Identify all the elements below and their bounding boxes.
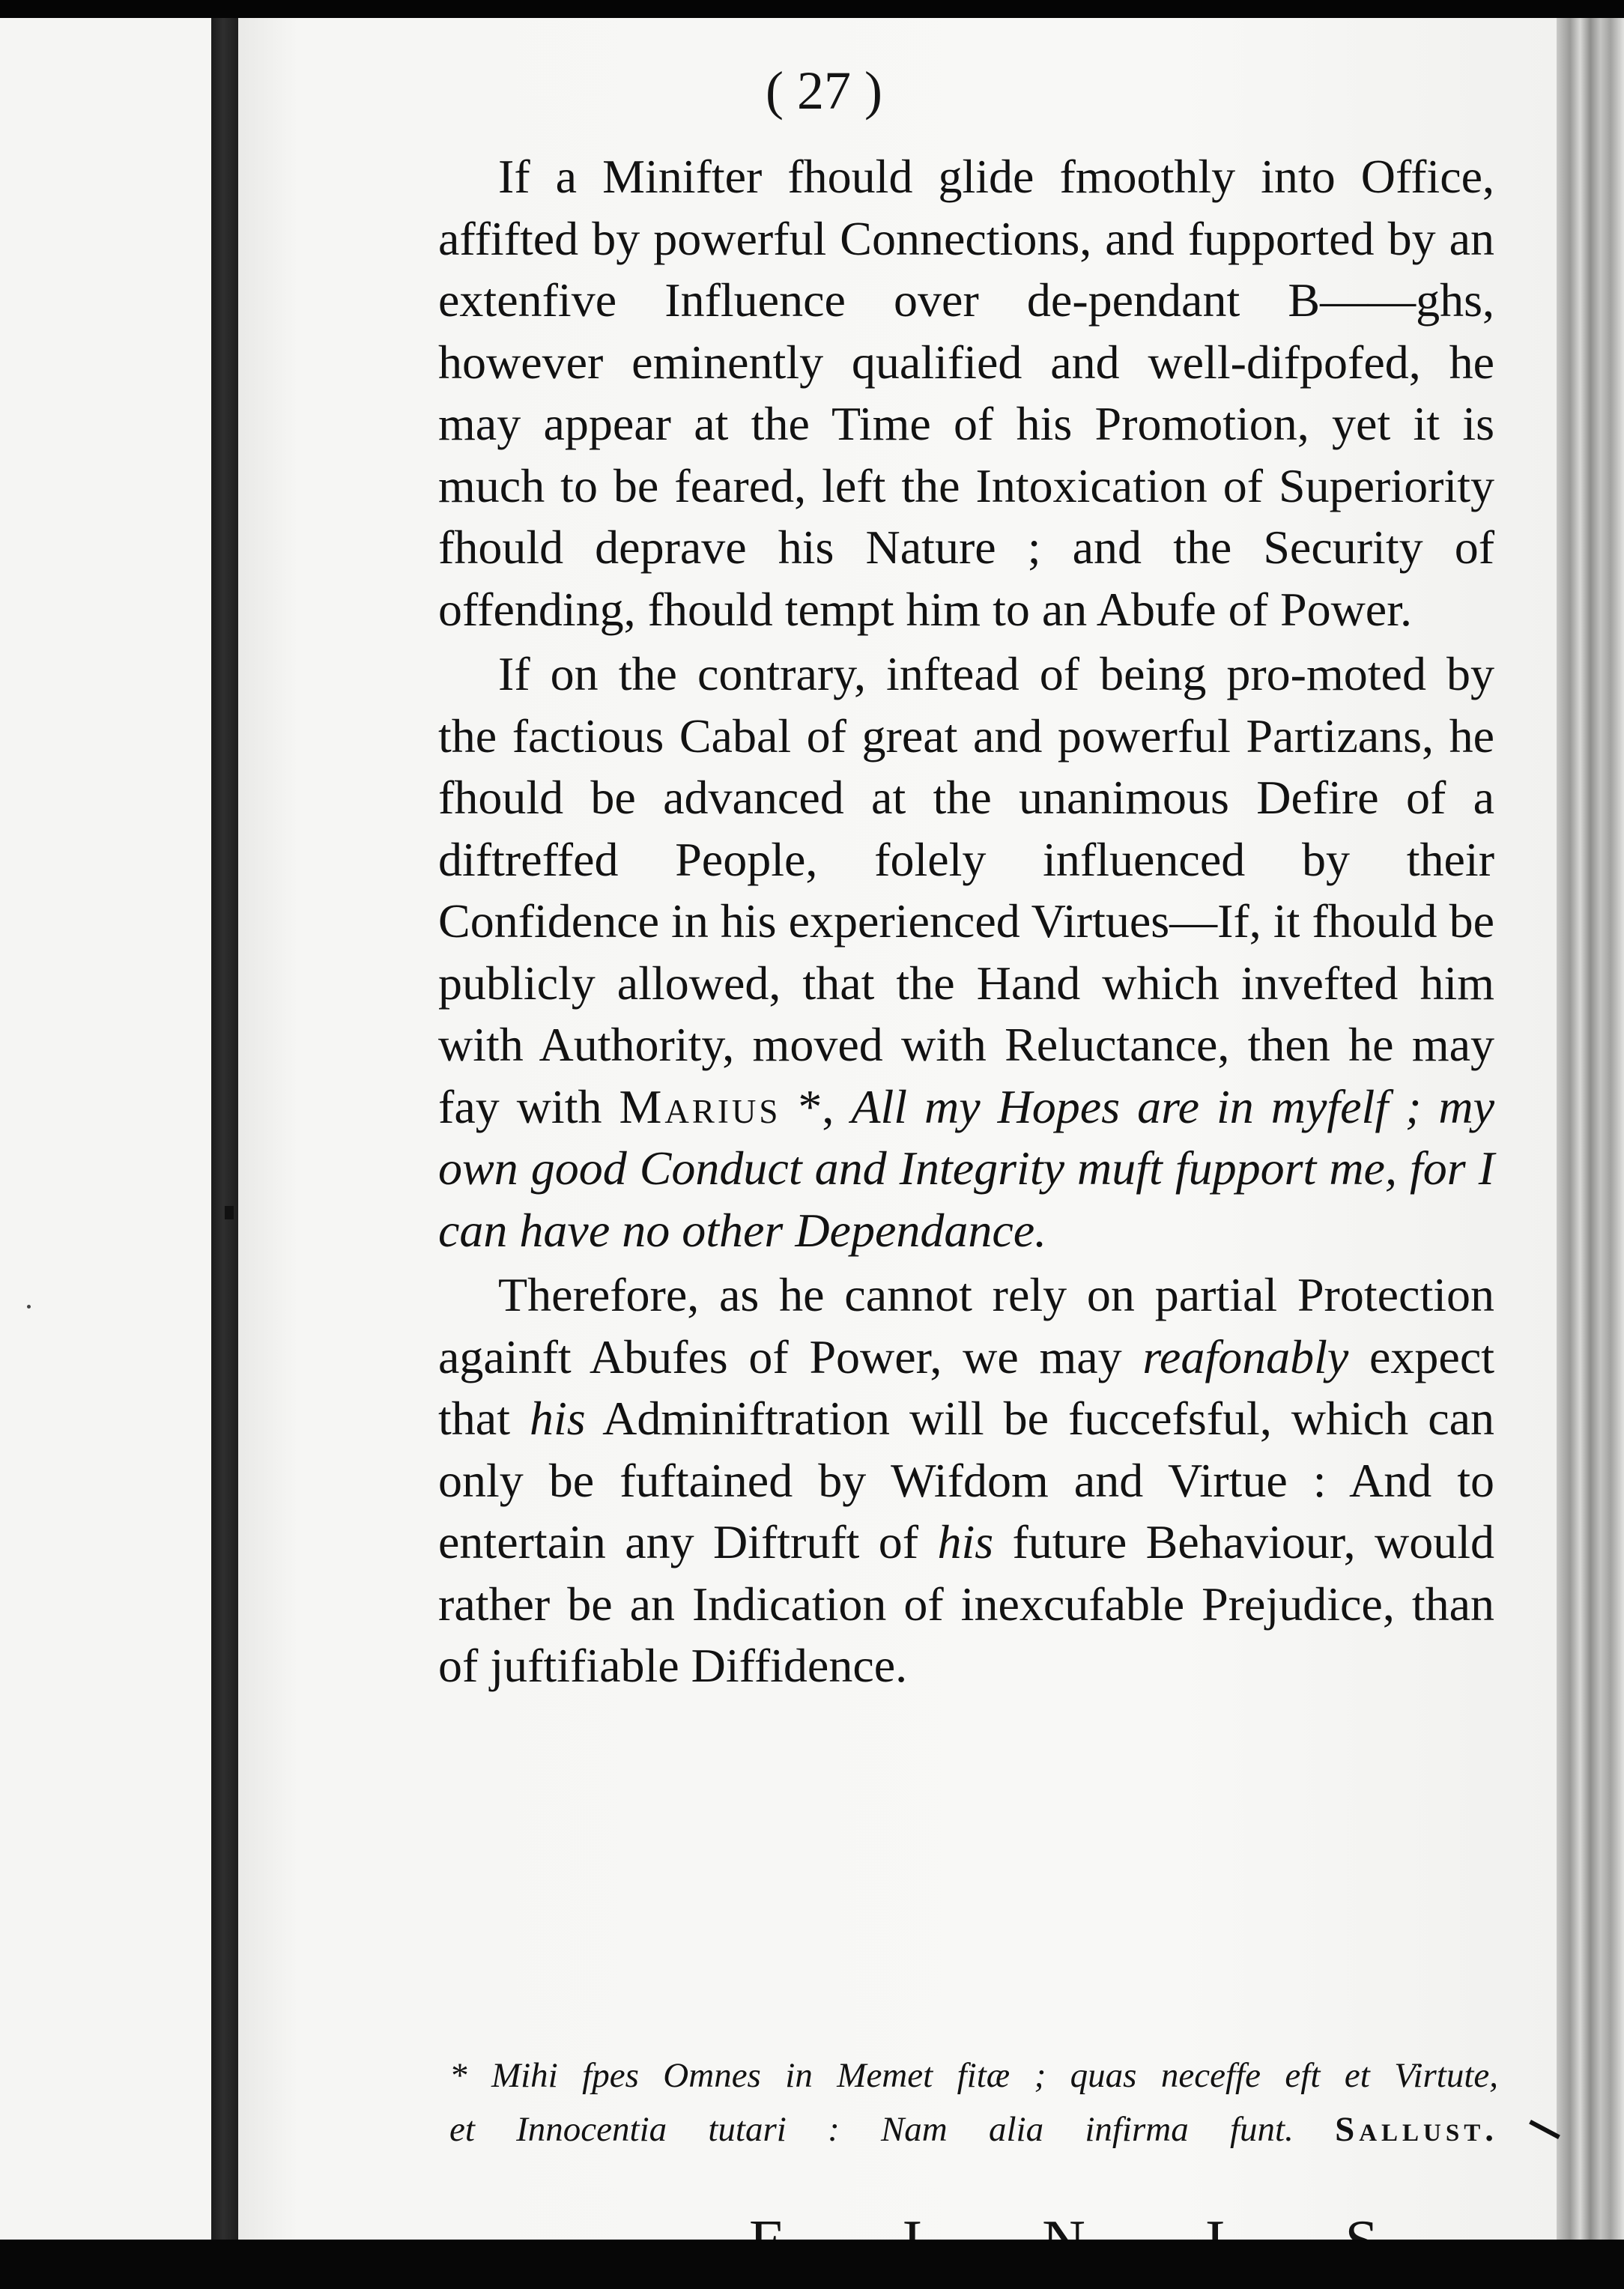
footnote-line-1: * Mihi fpes Omnes in Memet fitæ ; quas neceffe eft et Virtute, bbox=[449, 2056, 1498, 2095]
page-edges bbox=[1557, 18, 1624, 2240]
paragraph-2-run: Marius bbox=[619, 1079, 781, 1133]
paragraph-2 bbox=[438, 643, 1494, 1261]
page-number: ( 27 ) bbox=[766, 61, 882, 121]
paragraph-3-run: future Behaviour, would rather be an Indication of inexcufable Prejudice, than of juftifiable Diffidence. bbox=[438, 1515, 1495, 1692]
footnote-line-2-text: et Innocentia tutari : Nam alia infirma funt. bbox=[449, 2110, 1294, 2149]
footnote-author: Sallust. bbox=[1335, 2110, 1498, 2149]
paragraph-3-run: Therefore, as he cannot rely on partial Protection againft Abufes of Power, we may bbox=[438, 1268, 1494, 1383]
book-gutter bbox=[211, 18, 241, 2240]
paragraph-2-run: All my Hopes are in myfelf ; my own good Conduct and Integrity muft fupport me, for I can have no other Dependance. bbox=[438, 1079, 1495, 1257]
footnote-line-2 bbox=[449, 2102, 1498, 2156]
paragraph-3-run: reafonably bbox=[1142, 1330, 1349, 1383]
body-text bbox=[438, 146, 1494, 1697]
paragraph-3-run: his bbox=[529, 1392, 586, 1445]
gutter-speck bbox=[225, 1206, 234, 1219]
facing-page-blank bbox=[0, 18, 217, 2240]
stray-dot bbox=[27, 1305, 31, 1309]
paragraph-1 bbox=[438, 146, 1494, 640]
paragraph-3-run: expect that bbox=[438, 1330, 1495, 1445]
paragraph-3-run: Adminiftration will be fuccefsful, which can only be fuftained by Wifdom and Virtue : And to entertain any Diftruft of bbox=[438, 1392, 1495, 1568]
paragraph-3-run: his bbox=[937, 1515, 994, 1568]
paragraph-2-run: If on the contrary, inftead of being pro-moted by the factious Cabal of great and powerful Partizans, he fhould be advanced at the unanimous Defire of a diftreffed People, folely influenced by their Confidence in his experienced Virtues—If, it fhould be publicly allowed, that the Hand which invefted him with Authority, moved with Reluctance, then he may fay with bbox=[438, 647, 1494, 1133]
paragraph-3 bbox=[438, 1264, 1494, 1697]
footnote bbox=[449, 2049, 1498, 2156]
paragraph-1-run: If a Minifter fhould glide fmoothly into Office, affifted by powerful Connections, and fupported by an extenfive Influence over de-pendant B——ghs, however eminently qualified and well-difpofed, he may appear at the Time of his Promotion, yet it is much to be feared, left the Intoxication of Superiority fhould deprave his Nature ; and the Security of offending, fhould tempt him to an Abufe of Power. bbox=[438, 150, 1494, 636]
scan-bottom-border bbox=[0, 2240, 1624, 2289]
paragraph-2-run: *, bbox=[781, 1079, 852, 1133]
